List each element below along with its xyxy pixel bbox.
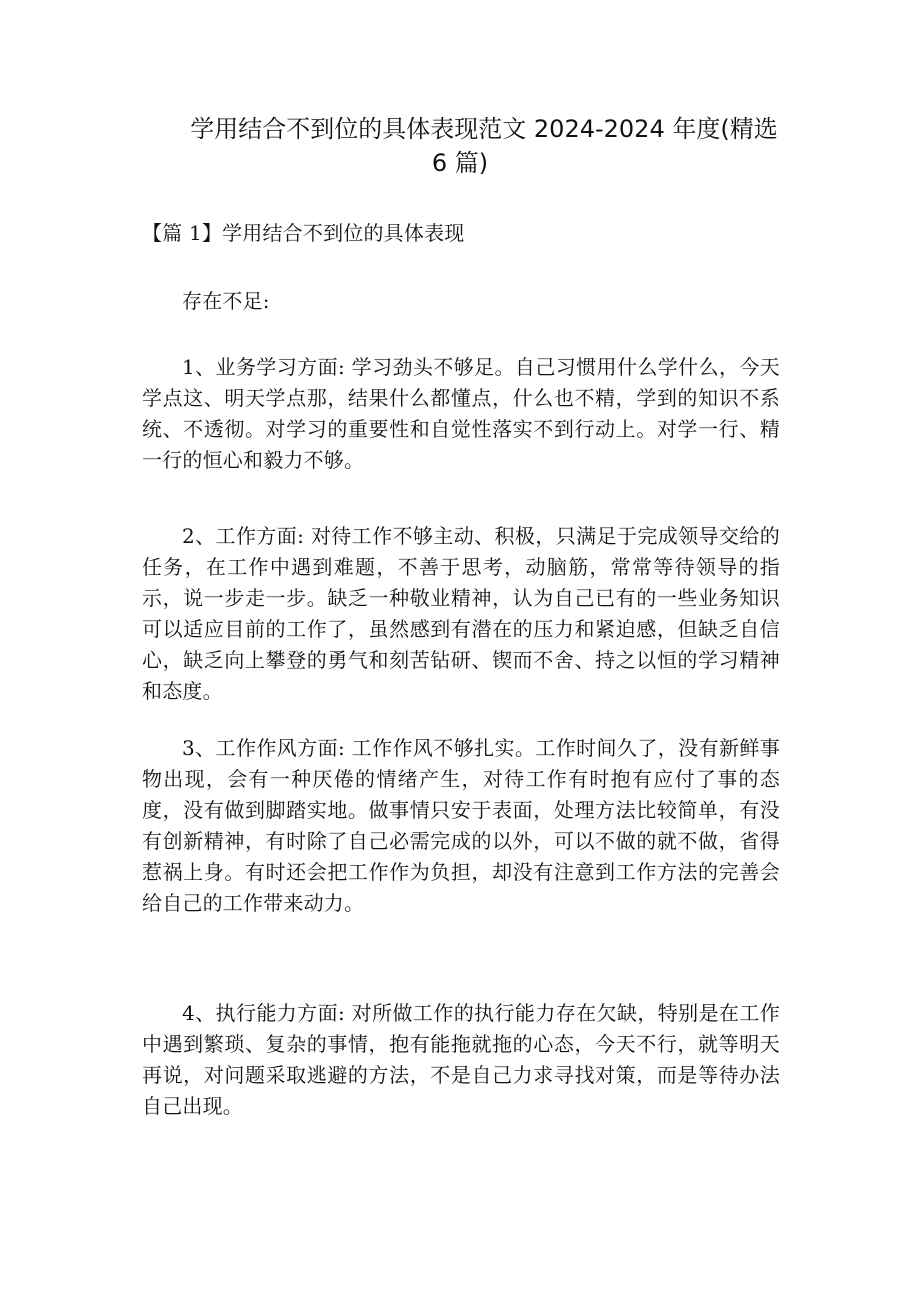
document-title	[140, 112, 780, 180]
paragraph-work: 2、工作方面: 对待工作不够主动、积极，只满足于完成领导交给的任务，在工作中遇到难题，不善于思考，动脑筋，常常等待领导的指示，说一步走一步。缺乏一种敬业精神，认为自己已有的一些业务知识可以适应目前的工作了，虽然感到有潜在的压力和紧迫感，但缺乏自信心，缺乏向上攀登的勇气和刻苦钻研、锲而不舍、持之以恒的学习精神和态度。	[142, 524, 780, 703]
paragraph-business-study: 1、业务学习方面: 学习劲头不够足。自己习惯用什么学什么，今天学点这、明天学点那，结果什么都懂点，什么也不精，学到的知识不系统、不透彻。对学习的重要性和自觉性落实不到行动上。对学一行、精一行的恒心和毅力不够。	[142, 355, 780, 472]
paragraph-work-style: 3、工作作风方面: 工作作风不够扎实。工作时间久了，没有新鲜事物出现，会有一种厌倦的情绪产生，对待工作有时抱有应付了事的态度，没有做到脚踏实地。做事情只安于表面，处理方法比较简单，有没有创新精神，有时除了自己必需完成的以外，可以不做的就不做，省得惹祸上身。有时还会把工作作为负担，却没有注意到工作方法的完善会给自己的工作带来动力。	[142, 736, 780, 915]
paragraph-execution-ability: 4、执行能力方面: 对所做工作的执行能力存在欠缺，特别是在工作中遇到繁琐、复杂的事情，抱有能拖就拖的心态，今天不行，就等明天再说，对问题采取逃避的方法，不是自己力求寻找对策，而是等待办法自己出现。	[142, 1001, 780, 1118]
title-line-1: 学用结合不到位的具体表现范文 2024-2024 年度(精选	[190, 115, 778, 143]
title-line-2: 6 篇)	[431, 149, 489, 177]
section-heading: 【篇 1】学用结合不到位的具体表现	[142, 221, 465, 245]
paragraph-deficiencies-intro: 存在不足:	[182, 289, 270, 313]
